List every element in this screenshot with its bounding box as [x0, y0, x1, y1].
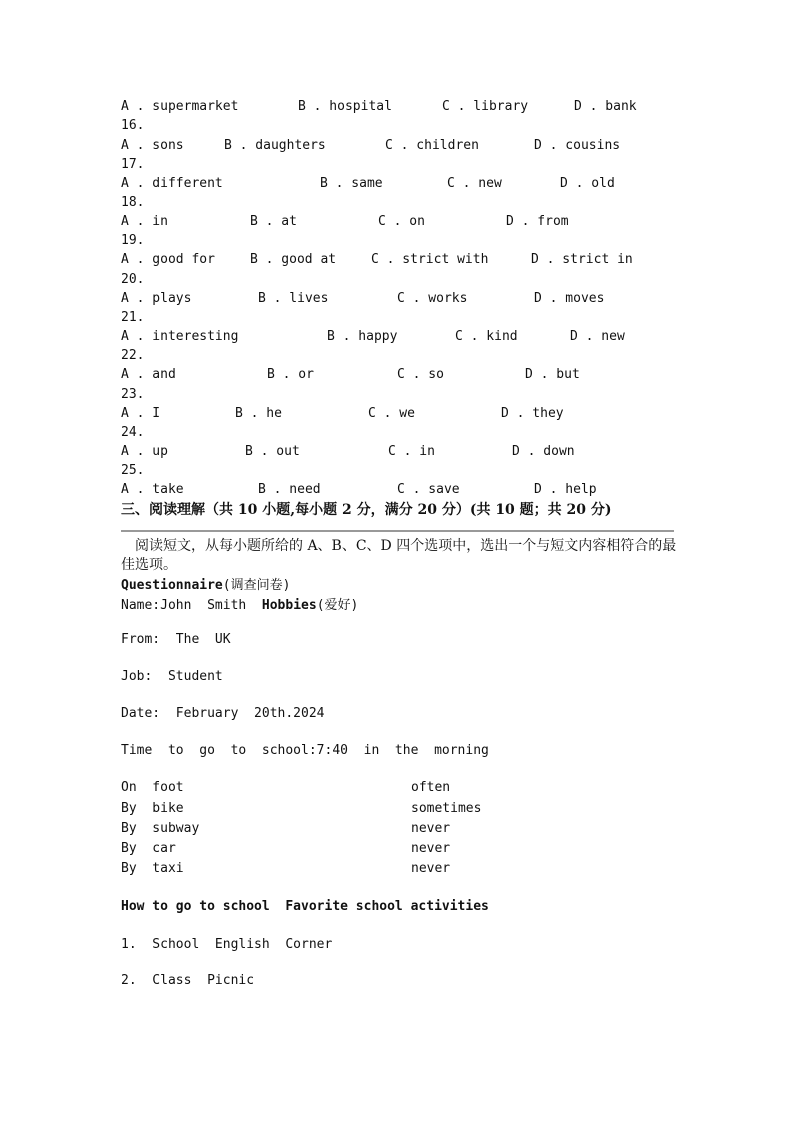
- option-b: B . good at: [250, 252, 337, 267]
- option-d: D . from: [506, 214, 569, 229]
- option-d: D . they: [501, 406, 564, 421]
- option-c: C . kind: [455, 329, 518, 344]
- section-divider: [121, 530, 674, 532]
- transport-mode: On foot: [121, 780, 184, 795]
- activity-2: 2. Class Picnic: [121, 973, 255, 988]
- job-line: Job: Student: [121, 669, 223, 684]
- transport-frequency: sometimes: [411, 801, 482, 816]
- option-a: A . interesting: [121, 329, 239, 344]
- how-heading: How to go to school Favorite school activities: [121, 899, 489, 914]
- option-b: B . out: [245, 444, 300, 459]
- question-number: 16.: [121, 118, 145, 133]
- transport-mode: By car: [121, 841, 176, 856]
- hobbies-rest: (爱好): [316, 598, 359, 613]
- name-line: [121, 594, 358, 613]
- option-d: D . strict in: [531, 252, 633, 267]
- option-d: D . help: [534, 482, 597, 497]
- question-number: 17.: [121, 157, 145, 172]
- question-number: 20.: [121, 272, 145, 287]
- question-number: 21.: [121, 310, 145, 325]
- hobbies-bold: Hobbies: [261, 598, 317, 613]
- option-d: D . bank: [574, 99, 637, 114]
- transport-mode: By taxi: [121, 861, 184, 876]
- transport-frequency: often: [411, 780, 451, 795]
- option-a: A . plays: [121, 291, 192, 306]
- option-a: A . up: [121, 444, 168, 459]
- question-number: 22.: [121, 348, 145, 363]
- transport-mode: By subway: [121, 821, 200, 836]
- option-c: C . strict with: [371, 252, 489, 267]
- transport-mode: By bike: [121, 801, 184, 816]
- name-text: Name:John Smith: [121, 598, 262, 613]
- date-line: Date: February 20th.2024: [121, 706, 325, 721]
- option-a: A . I: [121, 406, 161, 421]
- option-a: A . and: [121, 367, 176, 382]
- option-c: C . save: [397, 482, 460, 497]
- option-b: B . hospital: [298, 99, 392, 114]
- question-number: 25.: [121, 463, 145, 478]
- question-number: 18.: [121, 195, 145, 210]
- option-a: A . different: [121, 176, 223, 191]
- option-a: A . sons: [121, 138, 184, 153]
- option-c: C . works: [397, 291, 468, 306]
- question-number: 24.: [121, 425, 145, 440]
- time-line: Time to go to school:7:40 in the morning: [121, 743, 489, 758]
- from-line: From: The UK: [121, 632, 231, 647]
- option-d: D . old: [560, 176, 615, 191]
- option-c: C . new: [447, 176, 502, 191]
- option-d: D . down: [512, 444, 575, 459]
- questionnaire-title-bold: Questionnaire: [121, 578, 223, 593]
- question-number: 19.: [121, 233, 145, 248]
- option-b: B . at: [250, 214, 297, 229]
- section-title: 三、阅读理解（共 10 小题,每小题 2 分，满分 20 分）(共 10 题；共 20 分): [121, 502, 612, 518]
- option-c: C . we: [368, 406, 415, 421]
- questionnaire-title-rest: (调查问卷): [222, 578, 291, 593]
- option-b: B . need: [258, 482, 321, 497]
- option-a: A . good for: [121, 252, 215, 267]
- option-b: B . he: [235, 406, 282, 421]
- option-b: B . same: [320, 176, 383, 191]
- questionnaire-title: [121, 574, 290, 593]
- option-d: D . moves: [534, 291, 605, 306]
- option-b: B . daughters: [224, 138, 326, 153]
- section-instruction: 阅读短文，从每小题所给的 A、B、C、D 四个选项中，选出一个与短文内容相符合的最佳选项。: [121, 538, 677, 573]
- option-d: D . but: [525, 367, 580, 382]
- option-d: D . new: [570, 329, 625, 344]
- option-d: D . cousins: [534, 138, 621, 153]
- option-c: C . on: [378, 214, 425, 229]
- option-c: C . in: [388, 444, 435, 459]
- option-c: C . so: [397, 367, 444, 382]
- option-b: B . lives: [258, 291, 329, 306]
- option-b: B . or: [267, 367, 314, 382]
- option-b: B . happy: [327, 329, 398, 344]
- option-a: A . supermarket: [121, 99, 239, 114]
- question-number: 23.: [121, 387, 145, 402]
- option-a: A . in: [121, 214, 168, 229]
- option-c: C . children: [385, 138, 479, 153]
- transport-frequency: never: [411, 861, 451, 876]
- option-a: A . take: [121, 482, 184, 497]
- transport-frequency: never: [411, 821, 451, 836]
- activity-1: 1. School English Corner: [121, 937, 333, 952]
- option-c: C . library: [442, 99, 529, 114]
- transport-frequency: never: [411, 841, 451, 856]
